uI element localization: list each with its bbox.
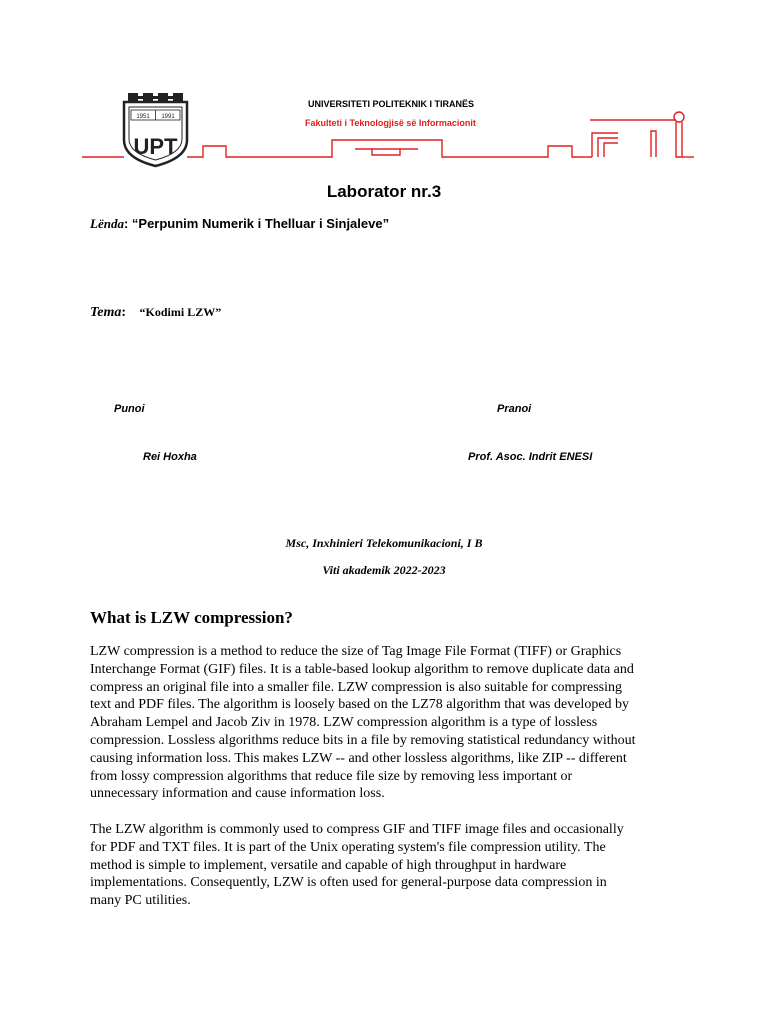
paragraph-line: compress an original file into a smaller file. LZW compression is also suitable for compressing xyxy=(90,679,622,695)
university-name: UNIVERSITETI POLITEKNIK I TIRANËS xyxy=(308,99,475,109)
paragraph-line: Abraham Lempel and Jacob Ziv in 1978. LZW compression algorithm is a type of lossless xyxy=(90,715,598,731)
page-title: Laborator nr.3 xyxy=(326,182,442,201)
paragraph-1 xyxy=(90,643,690,803)
subject-value: : “Perpunim Numerik i Thelluar i Sinjaleve” xyxy=(123,216,390,231)
paragraph-line: The LZW algorithm is commonly used to compress GIF and TIFF image files and occasionally xyxy=(90,822,624,837)
paragraph-line: text and PDF files. The algorithm is loosely based on the LZ78 algorithm that was developed by xyxy=(90,697,630,713)
topic-line xyxy=(90,305,221,321)
paragraph-line: many PC utilities. xyxy=(90,893,191,909)
paragraph-line: compression. Lossless algorithms reduce bits in a file by removing statistical redundancy without xyxy=(90,732,636,748)
academic-year: Viti akademik 2022-2023 xyxy=(322,563,446,577)
paragraph-line: from lossy compression algorithms that reduce file size by removing less important or xyxy=(90,768,573,784)
section-heading: What is LZW compression? xyxy=(90,608,293,627)
logo-text: UPT xyxy=(133,134,178,159)
paragraph-line: Interchange Format (GIF) files. It is a table-based lookup algorithm to remove duplicate data and xyxy=(90,661,634,677)
paragraph-line: for PDF and TXT files. It is part of the Unix operating system's file compression utility. The xyxy=(90,839,606,855)
upt-logo xyxy=(124,93,187,166)
logo-year-right: 1991 xyxy=(161,114,175,120)
paragraph-line: implementations. Consequently, LZW is often used for general-purpose data compression in xyxy=(90,875,607,891)
paragraph-line: unnecessary information and cause information loss. xyxy=(90,786,385,802)
accepted-by-label: Pranoi xyxy=(497,403,532,415)
study-program: Msc, Inxhinieri Telekomunikacioni, I B xyxy=(285,536,483,550)
student-name: Rei Hoxha xyxy=(143,451,197,463)
topic-value: “Kodimi LZW” xyxy=(139,305,222,319)
subject-line xyxy=(90,216,389,232)
topic-colon: : xyxy=(121,305,127,320)
faculty-name: Fakulteti i Teknologjisë së Informacionit xyxy=(305,118,476,128)
professor-name: Prof. Asoc. Indrit ENESI xyxy=(468,451,593,463)
topic-label: Tema xyxy=(90,305,122,320)
submitted-by-label: Punoi xyxy=(114,403,145,415)
logo-year-left: 1951 xyxy=(136,114,150,120)
paragraph-line: method is simple to implement, versatile and capable of high throughput in hardware xyxy=(90,857,567,873)
paragraph-2 xyxy=(90,821,690,910)
header-graphic xyxy=(0,0,768,175)
subject-label: Lënda xyxy=(90,216,124,231)
paragraph-line: causing information loss. This makes LZW -- and other lossless algorithms, like ZIP -- different xyxy=(90,750,627,766)
paragraph-line: LZW compression is a method to reduce the size of Tag Image File Format (TIFF) or Graphics xyxy=(90,644,622,659)
